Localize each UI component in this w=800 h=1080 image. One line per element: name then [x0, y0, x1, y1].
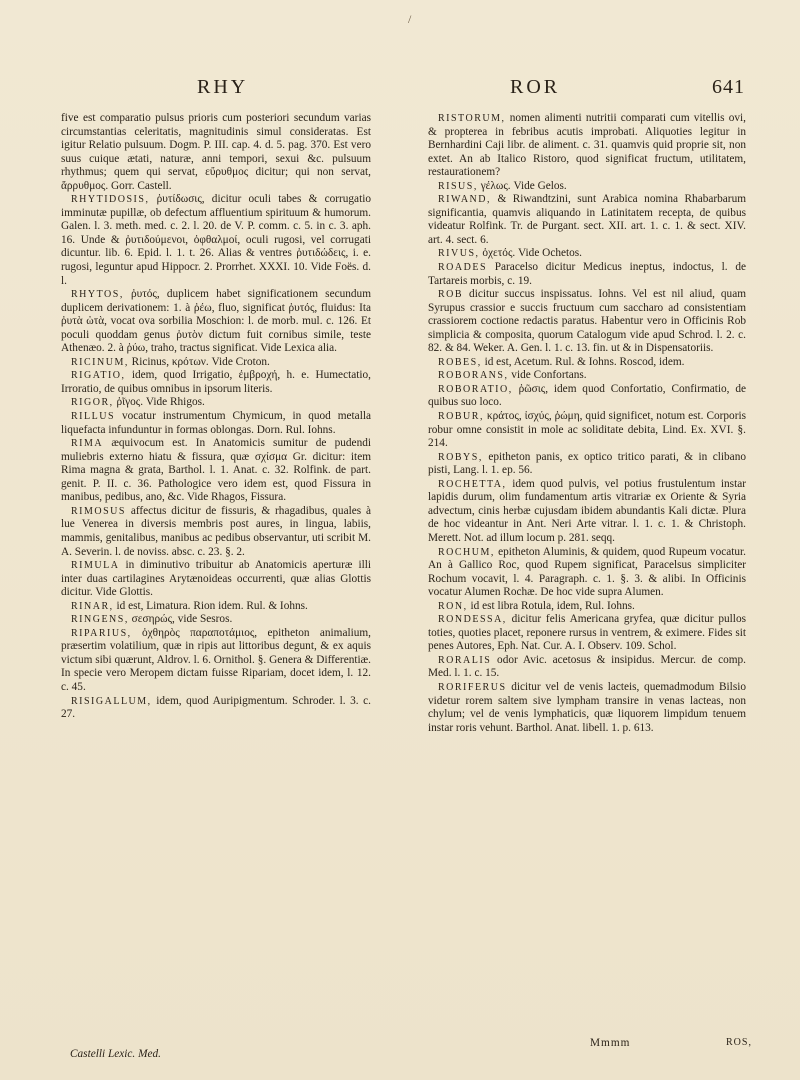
entry-headword: RIMA [71, 438, 104, 450]
page-mark: / [408, 12, 412, 26]
entry-text: dicitur vel de venis lacteis, quemadmodum Bilsio videtur rorem saltem sive lympham transire in venas lacteas, non chylum; vel de venis lymphaticis, quæ liquorem limpidum tenuem instar roris vehunt. Barthol. Anat. libell. 1. p. 613. [428, 680, 747, 734]
dictionary-entry [428, 193, 746, 247]
entry-text: affectus dicitur de fissuris, & rhagadibus, quales à lue Venerea in diversis membris post aures, in lingua, labiis, mammis, genitalibus, manibus ac pedibus observantur, uti scribit M. A. Severin. l. de noviss. absc. c. 23. §. 2. [61, 504, 372, 558]
entry-text: ῥυτίδωσις, dicitur oculi tabes & corrugatio imminutæ pupillæ, ob defectum affluentium spirituum & humorum. Galen. l. 3. meth. med. c. 2. l. 20. de V. P. comm. c. 5. in c. 3. aph. 16. Unde & ῥυτιδούμενοι, ὀφθαλμοί, oculi rugosi, vel corrugati dicuntur. lib. 6. Epid. l. 1. t. 26. Alias & ventres ῥυτιδώδεις, i. e. rugosi, leguntur apud Hippocr. 2. Prorrhet. XXXI. 10. Vide Foës. d. l. [61, 193, 372, 287]
right-column [428, 112, 746, 735]
entry-headword: RINAR, [71, 600, 114, 612]
entry-text: γέλως. Vide Gelos. [480, 179, 567, 192]
dictionary-entry [61, 369, 371, 396]
entry-text: id est, Acetum. Rul. & Iohns. Roscod, idem. [484, 355, 685, 368]
dictionary-entry [428, 112, 746, 180]
entry-headword: ROBYS, [438, 451, 483, 463]
entry-text: ῥῖγος. Vide Rhigos. [116, 396, 205, 409]
entry-text: & Riwandtzini, sunt Arabica nomina Rhabarbarum significantia, quamvis aliquando in Latinitatem recepta, de quibus videatur Rolfink. Tr. de Purgant. sect. XII. art. 1. c. 1. & sect. XIV. art. 4. sect. 6. [428, 193, 747, 246]
entry-headword: ROBUR, [438, 411, 484, 423]
entry-text: Paracelso dicitur Medicus ineptus, indoctus, l. de Tartareis morbis, c. 19. [428, 261, 746, 287]
entry-text: idem, quod Auripigmentum. Schroder. l. 3. c. 27. [61, 694, 371, 721]
dictionary-entry [428, 247, 746, 261]
entry-headword: RONDESSA, [438, 614, 507, 626]
catchword: ROS, [726, 1037, 752, 1048]
entry-text: nomen alimenti nutritii comparati cum vitellis ovi, & propterea in febribus acutis improbati. Aliquoties legitur in Bernhardini Caji libr. de aliment. c. 31. quamvis quid proprie sit, non extet. An ab Italico Ristoro, quod significat fructum, utilitatem, restaurationem? [428, 112, 747, 179]
dictionary-entry [428, 288, 746, 356]
entry-text: vide Confortans. [511, 369, 587, 382]
entry-headword: RILLUS [71, 411, 115, 423]
entry-text: epitheton Aluminis, & quidem, quod Rupeum vocatur. An à Gallico Roc, quod Rupem significat, Paracelsus simpliciter Rochum vocavit, l. 4. Paragraph. c. 1. §. 3. & alibi. In Officinis vocatur Alumen Rochæ. De hoc vide supra Alumen. [428, 545, 747, 599]
dictionary-entry [428, 410, 746, 451]
entry-headword: RISUS, [438, 180, 478, 192]
entry-text: ὀχετός. Vide Ochetos. [482, 247, 583, 260]
dictionary-entry [428, 356, 746, 370]
left-column [61, 112, 371, 722]
entry-headword: RIMOSUS [71, 505, 126, 517]
entry-text: id est, Limatura. Rion idem. Rul. & Iohns. [116, 599, 308, 612]
dictionary-entry [61, 112, 371, 193]
dictionary-entry [61, 627, 371, 695]
entry-text: id est libra Rotula, idem, Rul. Iohns. [470, 599, 635, 612]
entry-headword: ROADES [438, 262, 488, 274]
dictionary-entry [428, 369, 746, 383]
entry-headword: RICINUM, [71, 356, 129, 368]
entry-text: σεσηρώς, vide Sesros. [131, 613, 233, 626]
signature-mark: Mmmm [590, 1037, 631, 1049]
entry-headword: RIGATIO, [71, 370, 126, 382]
running-head-left: RHY [197, 76, 249, 98]
entry-text: idem, quod Irrigatio, ἐμβροχή, h. e. Humectatio, Irroratio, de quibus omnibus in ipsorum literis. [61, 369, 371, 395]
entry-headword: RIVUS, [438, 248, 480, 260]
dictionary-entry [428, 261, 746, 288]
entry-text: epitheton panis, ex optico tritico parati, & in clibano pisti, Lang. l. 1. ep. 56. [428, 450, 746, 477]
dictionary-entry [428, 654, 746, 681]
running-head-center: ROR [510, 76, 561, 98]
entry-text: vocatur instrumentum Chymicum, in quod metalla liquefacta infunduntur in formas oblongas. Dorn. Rul. Iohns. [61, 410, 371, 436]
entry-headword: ROBORATIO, [438, 383, 513, 395]
entry-text: æquivocum est. In Anatomicis sumitur de pudendi muliebris externo hiatu & fissura, quæ σχίσμα Gr. dicitur: item Rima magna & grata, Barthol. l. 1. Anat. c. 32. Rolfink. de part. genit. P. II. c. 36. Pathologice vero idem est, quod Fissura in manibus, pedibus, ano, &c. Vide Rhagos, Fissura. [61, 437, 372, 504]
dictionary-entry [428, 600, 746, 614]
dictionary-entry [61, 437, 371, 505]
dictionary-entry [428, 451, 746, 478]
dictionary-entry [61, 356, 371, 370]
entry-text: ῥῶσις, idem quod Confortatio, Confirmatio, de quibus suo loco. [428, 382, 746, 409]
dictionary-entry [428, 613, 746, 654]
entry-text: dicitur succus inspissatus. Iohns. Vel est nil aliud, quam Syrupus crassior e succis fructuum cum saccharo ad consistentiam crassiorem coctione redactis paratus. Habentur vero in Officinis Rob simplicia & composita, quorum Catalogum vide apud Schrod. l. 2. c. 82. & 84. Weker. A. Gen. l. 1. c. 13. fin. ut & in Dispensatoriis. [428, 288, 746, 355]
entry-headword: ROB [438, 289, 464, 301]
entry-text: five est comparatio pulsus prioris cum posteriori secundum varias circumstantias celeritatis, magnitudinis simul consideratas. Est igitur Relatio pulsuum. Dogm. P. III. cap. 4. d. 5. pag. 370. Est vero suus cuique ætati, naturæ, anni tempori, sexui &c. pulsuum rhythmus; quem qui servat, εὔρυθμος dicitur; qui non servat, ἄρρυθμος. Gorr. Castell. [61, 112, 371, 192]
entry-headword: RON, [438, 600, 468, 612]
entry-text: ῥυτός, duplicem habet significationem secundum duplicem derivationem: 1. à ῥέω, fluo, significat ῥυτός, fluidus: Ita ῥυτὰ ὠτὰ, vocat ova sorbilia Moschion: l. de morb. mul. c. 126. Et poculi quoddam genus ῥυτὸν dictum fuit cornibus simile, teste Athenæo. 2. à ῥύω, traho, tractus significat. Vide Lexica alia. [61, 288, 371, 355]
entry-text: Ricinus, κρότων. Vide Croton. [131, 355, 270, 368]
dictionary-entry [428, 546, 746, 600]
entry-headword: RIPARIUS, [71, 627, 132, 639]
entry-text: in diminutivo tribuitur ab Anatomicis aperturæ illi inter duas cartilagines Arytænoideas occurrenti, quæ alias Glottis dicitur. Vide Glottis. [61, 559, 371, 599]
entry-text: dicitur felis Americana gryfea, quæ dicitur pullos toties, quoties placet, reponere rursus in ventrem, & eximere. Fides sit penes Autores, Eph. Nat. Cur. A. I. Observ. 109. Schol. [428, 613, 746, 653]
dictionary-entry [61, 505, 371, 559]
entry-headword: RHYTOS, [71, 289, 124, 301]
dictionary-entry [61, 695, 371, 722]
entry-headword: RIGOR, [71, 397, 114, 409]
page-number: 641 [712, 76, 745, 98]
entry-headword: RORALIS [438, 654, 492, 666]
dictionary-entry [428, 180, 746, 194]
entry-text: ὀχθηρὸς παραποτάμιος, epitheton animalium, præsertim volatilium, quæ in ripis aut littoribus degunt, & ex aquis victum sibi quærunt, Aldrov. l. 6. Ornithol. §. Genera & Differentiæ. In specie vero Meropem dictam fuisse Ripariam, docet idem, l. 12. c. 45. [61, 626, 372, 693]
entry-headword: RISTORUM, [438, 113, 506, 124]
entry-text: κράτος, ἰσχύς, ῥώμη, quid significet, notum est. Corporis robur omne consistit in mole ac soliditate debita, Lind. Ex. XVI. §. 214. [428, 410, 746, 450]
entry-headword: RORIFERUS [438, 681, 507, 693]
dictionary-entry [61, 600, 371, 614]
dictionary-entry [428, 681, 746, 735]
dictionary-entry [61, 410, 371, 437]
entry-headword: RINGENS, [71, 614, 129, 626]
dictionary-entry [428, 383, 746, 410]
entry-text: idem quod pulvis, vel potius frustulentum instar lapidis durum, olim fundamentum artis vitrariæ ex Oriente & Syria advectum, cinis herbæ cujusdam ibidem abundantis Kali dictæ. Plura de hoc videantur in Ant. Neri Arte vitrar. l. 1. c. 1. & Christoph. Merett. Not. ad illum locum p. 281. seqq. [428, 477, 746, 544]
entry-headword: ROBES, [438, 356, 482, 368]
dictionary-entry [61, 193, 371, 288]
dictionary-entry [61, 559, 371, 600]
entry-headword: ROBORANS, [438, 370, 509, 382]
dictionary-entry [61, 288, 371, 356]
dictionary-entry [428, 478, 746, 546]
dictionary-entry [61, 613, 371, 627]
entry-headword: RIWAND, [438, 194, 491, 206]
entry-headword: ROCHUM, [438, 546, 495, 558]
entry-headword: RIMULA [71, 560, 120, 572]
dictionary-entry [61, 396, 371, 410]
entry-text: odor Avic. acetosus & insipidus. Mercur. de comp. Med. l. 1. c. 15. [428, 653, 746, 680]
entry-headword: RISIGALLUM, [71, 695, 152, 707]
left-catchline: Castelli Lexic. Med. [70, 1048, 161, 1060]
entry-headword: ROCHETTA, [438, 478, 507, 490]
entry-headword: RHYTIDOSIS, [71, 194, 150, 206]
